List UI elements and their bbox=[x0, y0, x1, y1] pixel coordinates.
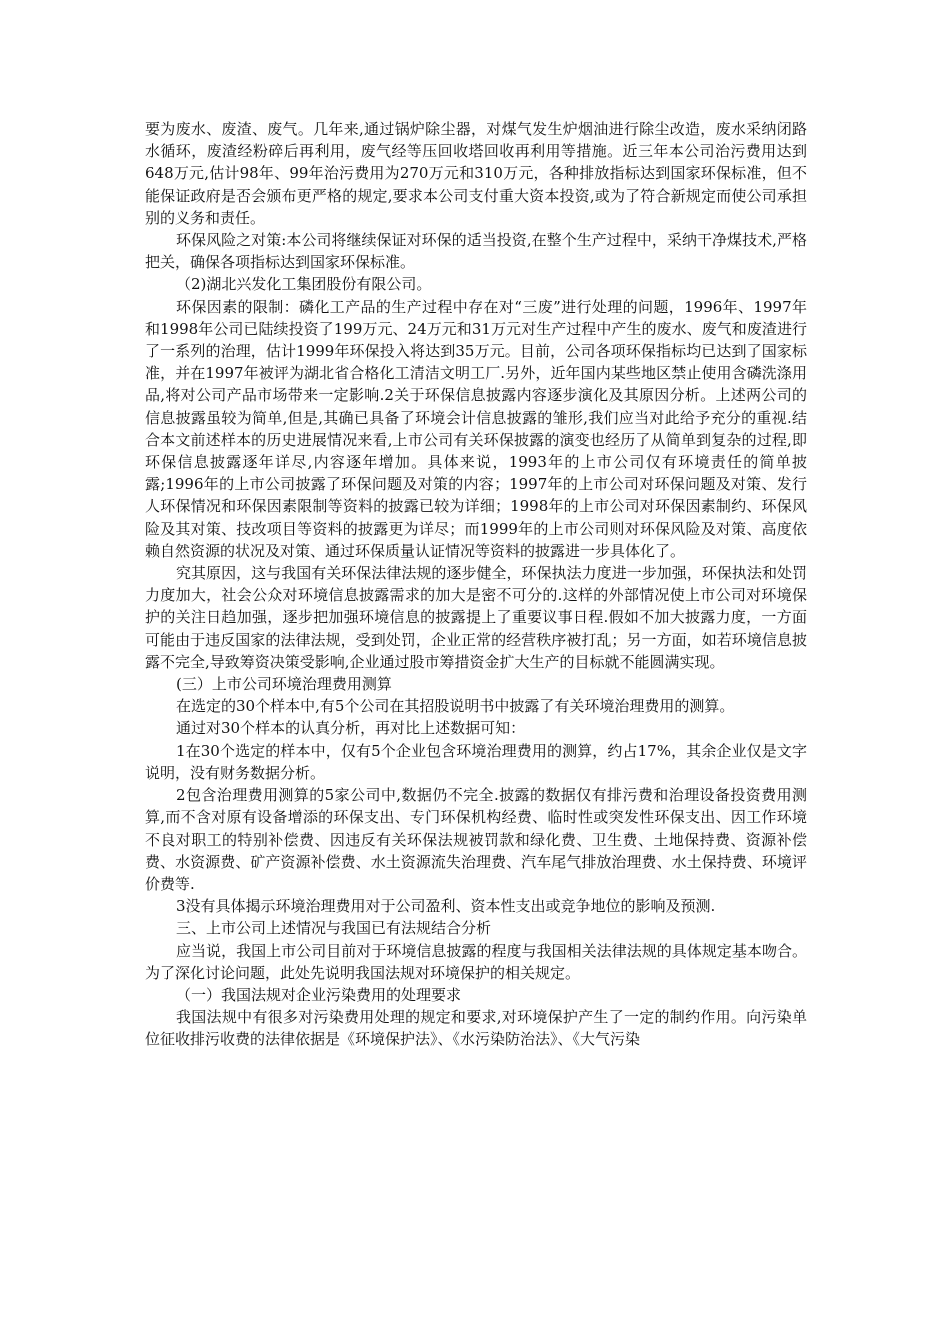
paragraph-waste-treatment: 要为废水、废渣、废气。几年来,通过锅炉除尘器，对煤气发生炉烟油进行除尘改造，废水采纳闭路水循环，废渣经粉碎后再利用，废气经等压回收塔回收再利用等措施。近三年本公司治污费用达到648万元,估计98年、99年治污费用为270万元和310万元，各种排放指标达到国家环保标准，但不能保证政府是否会颁布更严格的规定,要求本公司支付重大资本投资,或为了符合新规定而使公司承担别的义务和责任。 bbox=[145, 120, 807, 227]
paragraph-company-heading: （2)湖北兴发化工集团股份有限公司。 bbox=[176, 275, 432, 294]
paragraph-environmental-risk-countermeasures: 环保风险之对策:本公司将继续保证对环保的适当投资,在整个生产过程中，采纳干净煤技术,严格把关，确保各项指标达到国家环保标准。 bbox=[145, 231, 807, 272]
subsection-heading-pollution-fees: （一）我国法规对企业污染费用的处理要求 bbox=[176, 985, 462, 1004]
list-item-2: 2包含治理费用测算的5家公司中,数据仍不完全.披露的数据仅有排污费和治理设备投资费用测算,而不含对原有设备增添的环保支出、专门环保机构经费、临时性或突发性环保支出、因工作环境不良对职工的特别补偿费、因违反有关环保法规被罚款和绿化费、卫生费、土地保持费、资源补偿费、水资源费、矿产资源补偿费、水土资源流失治理费、汽车尾气排放治理费、水土保持费、环境评价费等. bbox=[145, 786, 807, 893]
document-body bbox=[145, 118, 807, 1051]
paragraph-pollution-fee-laws: 我国法规中有很多对污染费用处理的规定和要求,对环境保护产生了一定的制约作用。向污染单位征收排污收费的法律依据是《环境保护法》、《水污染防治法》、《大气污染 bbox=[145, 1008, 807, 1049]
paragraph-sample-disclosure: 在选定的30个样本中,有5个公司在其招股说明书中披露了有关环境治理费用的测算。 bbox=[176, 697, 735, 716]
paragraph-regulation-intro: 应当说，我国上市公司目前对于环境信息披露的程度与我国相关法律法规的具体规定基本吻合。为了深化讨论问题，此处先说明我国法规对环境保护的相关规定。 bbox=[145, 941, 807, 982]
paragraph-analysis-intro: 通过对30个样本的认真分析，再对比上述数据可知： bbox=[176, 719, 526, 738]
section-heading-cost-estimation: (三）上市公司环境治理费用测算 bbox=[176, 675, 392, 694]
paragraph-environmental-constraints: 环保因素的限制：磷化工产品的生产过程中存在对“三废”进行处理的问题，1996年、1997年和1998年公司已陆续投资了199万元、24万元和31万元对生产过程中产生的废水、废气和废渣进行了一系列的治理，估计1999年环保投入将达到35万元。目前，公司各项环保指标均已达到了国家标准，并在1997年被评为湖北省合格化工清洁文明工厂.另外，近年国内某些地区禁止使用含磷洗涤用品,将对公司产品市场带来一定影响.2关于环保信息披露内容逐步演化及其原因分析。上述两公司的信息披露虽较为简单,但是,其确已具备了环境会计信息披露的雏形,我们应当对此给予充分的重视.结合本文前述样本的历史进展情况来看,上市公司有关环保披露的演变也经历了从简单到复杂的过程,即环保信息披露逐年详尽,内容逐年增加。具体来说，1993年的上市公司仅有环境责任的简单披露;1996年的上市公司披露了环保问题及对策的内容；1997年的上市公司对环保问题及对策、发行人环保情况和环保因素限制等资料的披露已较为详细；1998年的上市公司对环保因素制约、环保风险及其对策、技改项目等资料的披露更为详尽；而1999年的上市公司则对环保风险及对策、高度依赖自然资源的状况及对策、通过环保质量认证情况等资料的披露进一步具体化了。 bbox=[145, 297, 807, 560]
list-item-1: 1在30个选定的样本中，仅有5个企业包含环境治理费用的测算，约占17%，其余企业仅是文字说明，没有财务数据分析。 bbox=[145, 741, 807, 782]
paragraph-reasons: 究其原因，这与我国有关环保法律法规的逐步健全，环保执法力度进一步加强，环保执法和处罚力度加大，社会公众对环境信息披露需求的加大是密不可分的.这样的外部情况使上市公司对环境保护的关注日趋加强，逐步把加强环境信息的披露提上了重要议事日程.假如不加大披露力度，一方面可能由于违反国家的法律法规，受到处罚，企业正常的经营秩序被打乱；另一方面，如若环境信息披露不完全,导致筹资决策受影响,企业通过股市筹措资金扩大生产的目标就不能圆满实现。 bbox=[145, 564, 807, 671]
section-heading-regulation-analysis: 三、上市公司上述情况与我国已有法规结合分析 bbox=[176, 919, 492, 938]
list-item-3: 3没有具体揭示环境治理费用对于公司盈利、资本性支出或竞争地位的影响及预测. bbox=[176, 897, 716, 916]
